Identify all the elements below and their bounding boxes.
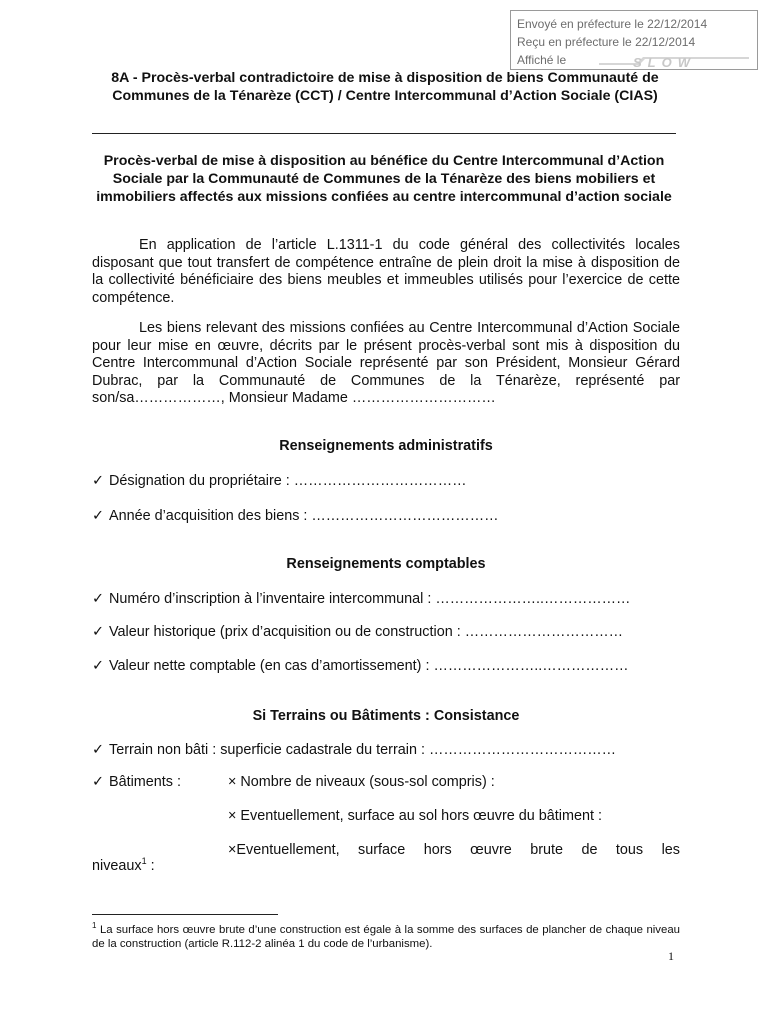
footnote-marker: 1: [92, 921, 97, 930]
batiments-gross-area-item: [228, 841, 680, 859]
niveaux-suffix: :: [146, 858, 155, 874]
check-icon: ✓: [92, 473, 105, 489]
stamp-sent-date: Envoyé en préfecture le 22/12/2014: [517, 17, 708, 31]
admin-year-item: [92, 507, 692, 525]
title-divider: [92, 133, 676, 134]
section-heading-admin: Renseignements administratifs: [279, 438, 493, 454]
paragraph-legal-basis: En application de l’article L.1311-1 du code général des collectivités locales disposant que tout transfert de compétence entraîne de plein droit la mise à disposition de la collectivité bénéficiaire des biens meubles et immeubles utilisés pour l’exercice de cette compétence.: [92, 237, 680, 306]
check-icon: ✓: [92, 742, 105, 758]
footnote-divider: [92, 914, 278, 915]
page-number: 1: [668, 949, 674, 963]
admin-owner-text: Désignation du propriétaire : ………………………………: [109, 473, 467, 489]
footnote-reference: 1: [141, 856, 147, 867]
document-subtitle: Procès-verbal de mise à disposition au bénéfice du Centre Intercommunal d’Action Sociale par la Communauté de Communes de la Ténarèze des biens mobiliers et immobiliers affectés aux missions confiées au centre intercommunal d’action sociale: [96, 153, 672, 205]
cross-icon: ×: [228, 774, 237, 790]
batiments-levels-text: Nombre de niveaux (sous-sol compris) :: [240, 774, 495, 790]
prefecture-stamp: [510, 10, 758, 70]
terrain-item: [92, 741, 692, 759]
niveaux-text: niveaux: [92, 858, 142, 874]
comptables-net-value-text: Valeur nette comptable (en cas d’amortissement) : …………………..………………: [109, 658, 629, 674]
admin-owner-item: [92, 472, 692, 490]
section-heading-terrains: Si Terrains ou Bâtiments : Consistance: [252, 708, 520, 724]
footnote-text: La surface hors œuvre brute d’une construction est égale à la somme des surfaces de plancher de chaque niveau de la construction (article R.112-2 alinéa 1 du code de l’urbanisme).: [92, 923, 681, 950]
check-icon: ✓: [92, 774, 105, 790]
comptables-historic-item: [92, 623, 692, 641]
comptables-net-value-item: [92, 657, 692, 675]
batiments-gross-area-continuation: [92, 857, 155, 875]
document-title: 8A - Procès-verbal contradictoire de mise à disposition de biens Communauté de Communes de la Ténarèze (CCT) / Centre Intercommunal d’Action Sociale (CIAS): [111, 70, 659, 104]
comptables-inventory-item: [92, 590, 692, 608]
stamp-received-date: Reçu en préfecture le 22/12/2014: [517, 35, 696, 49]
comptables-historic-text: Valeur historique (prix d’acquisition ou de construction : ……………………………: [109, 624, 623, 640]
paragraph-assets: Les biens relevant des missions confiées au Centre Intercommunal d’Action Sociale pour leur mise en œuvre, décrits par le présent procès-verbal sont mis à disposition du Centre Intercommunal d’Action Sociale représenté par son Président, Monsieur Gérard Dubrac, par la Communauté de Communes de la Ténarèze, représenté par son/sa………………, Monsieur Madame …………………………: [92, 320, 680, 406]
check-icon: ✓: [92, 508, 105, 524]
batiments-ground-area-item: [228, 807, 602, 825]
batiments-label: Bâtiments :: [109, 774, 181, 790]
batiments-gross-area-text: Eventuellement, surface hors œuvre brute de tous les: [236, 842, 680, 858]
check-icon: ✓: [92, 591, 105, 607]
stamp-posted-label: Affiché le: [517, 53, 567, 67]
slow-logo-icon: [599, 55, 749, 69]
batiments-item: [92, 773, 181, 791]
section-heading-comptables: Renseignements comptables: [286, 556, 486, 572]
footnote: [92, 919, 680, 951]
comptables-inventory-text: Numéro d’inscription à l’inventaire intercommunal : …………………..………………: [109, 591, 631, 607]
cross-icon: ×: [228, 808, 237, 824]
batiments-ground-area-text: Eventuellement, surface au sol hors œuvre du bâtiment :: [240, 808, 602, 824]
admin-year-text: Année d’acquisition des biens : …………………………………: [109, 508, 499, 524]
check-icon: ✓: [92, 658, 105, 674]
check-icon: ✓: [92, 624, 105, 640]
stamp-logo-text: SLOW: [633, 55, 696, 69]
cross-icon: ×: [228, 842, 237, 858]
terrain-text: Terrain non bâti : superficie cadastrale du terrain : …………………………………: [109, 742, 617, 758]
batiments-levels-item: [228, 773, 495, 791]
